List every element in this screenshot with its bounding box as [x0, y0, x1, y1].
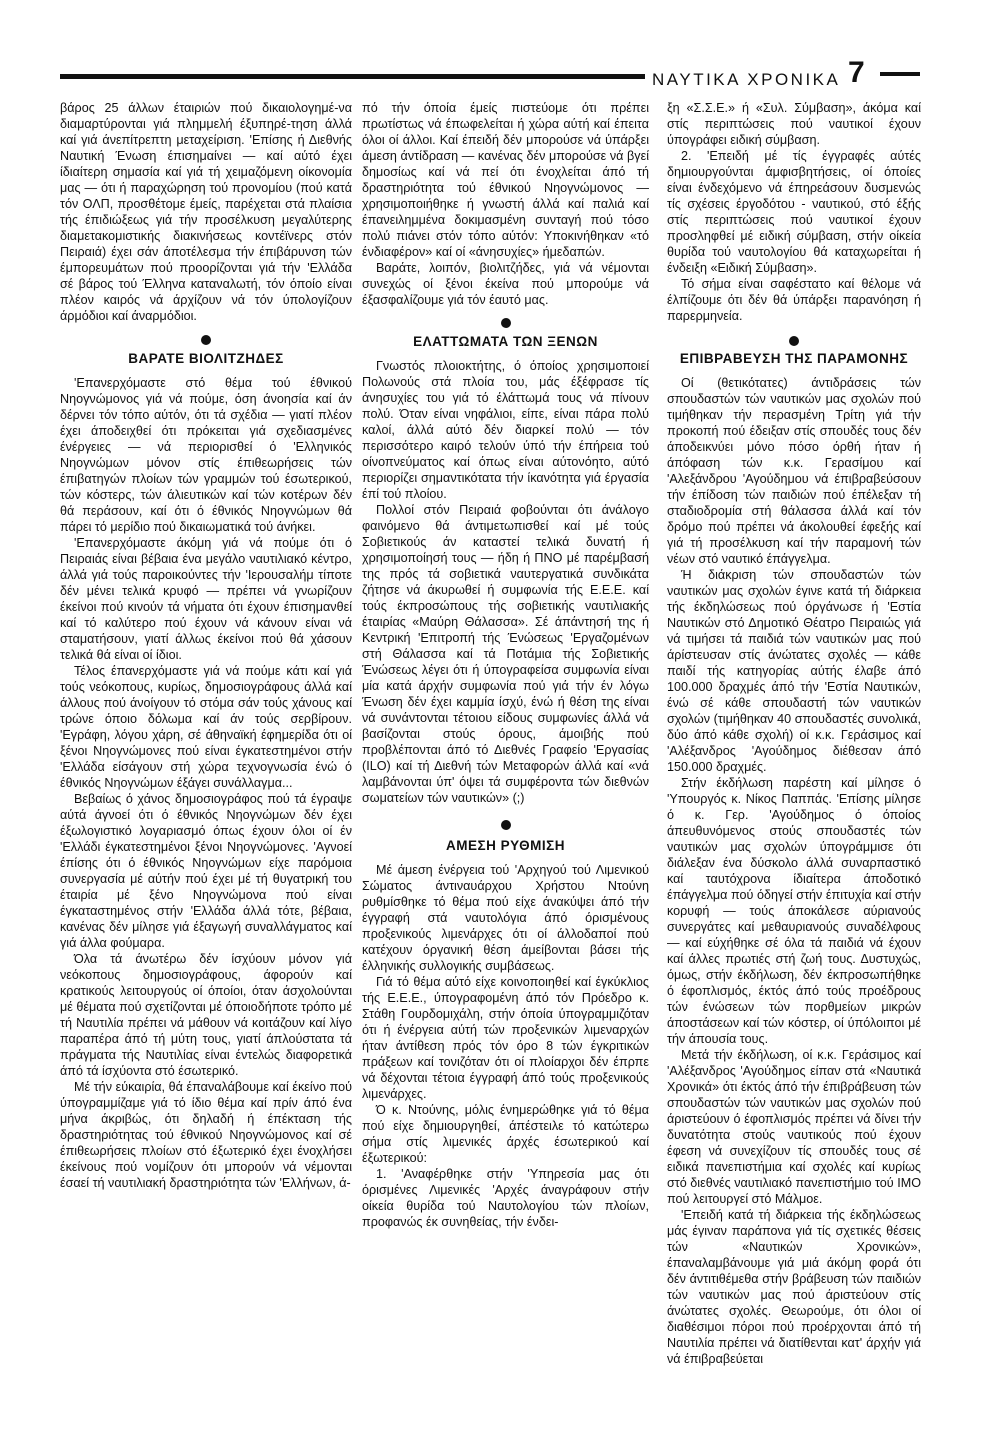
paragraph: 1. 'Αναφέρθηκε στήν 'Υπηρεσία μας ότι όρισμένες Λιμενικές 'Αρχές άναγράφουν στήν οίκεία θυρίδα τού Ναυτολογίου τών πλοίων, προφανώς έκ συνηθείας, τήν ένδει-	[362, 1167, 649, 1229]
paragraph: Βεβαίως ό χάνος δημοσιογράφος πού τά έγραψε αύτά άγνοεί ότι ό έθνικός Νηογνώμων δέν έχει έξωλογιστικό λογαριασμό όπως έχουν όλοι οί έν 'Ελλάδι έγκατεστημένοι ξένοι Νηογνώμονες. 'Αγνοεί έπίσης ότι ό έθνικός Νηογνώμων είχε παρόμοια συνεργασία μέ αύτήν πού έχει μέ τή θυγατρική του έταιρία μέ ξένο Νηογνώμονα πού είναι έγκαταστημένος στήν 'Ελλάδα άλλά τότε, βέβαια, κανένας δέν μίλησε γιά έξαγωγή συναλλάγματος καί γιά άλλα φούμαρα.	[60, 792, 352, 950]
paragraph: Μέ τήν εύκαιρία, θά έπαναλάβουμε καί έκείνο πού ύπογραμμίζαμε γιά τό ίδιο θέμα καί πρίν άπό ένα μήνα άκριβώς, ότι δηλαδή ή έπέκταση τής δραστηριότητας τού έθνικού Νηογνώμονος καί σέ έπιθεωρήσεις πλοίων στό έξωτερικό έχει ένοχλήσει έκείνους πού νομίζουν ότι μπορούν νά νέμονται έσαεί τή ναυτιλιακή δραστηριότητα τών 'Ελλήνων, ά-	[60, 1080, 352, 1190]
paragraph: Οί (θετικότατες) άντιδράσεις τών σπουδαστών τών ναυτικών μας σχολών πού τιμήθηκαν τήν περασμένη Τρίτη γιά τήν προκοπή πού έδειξαν στίς σπουδές τους δέν άποδεικνύει μόνο πόσο όρθή ήταν ή άπόφαση τών κ.κ. Γερασίμου καί 'Αλεξάνδρου 'Αγούδημου νά έπιβραβεύσουν τήν έπίδοση τών παιδιών πού έπέλεξαν τή σταδιοδρομία στή θάλασσα άλλά καί τόν δρόμο πού πρέπει νά άκολουθεί έφεξής καί γιά τή προσέλκυση καί τήν παραμονή τών νέων στό ναυτικό έπάγγελμα.	[667, 376, 921, 566]
paragraph: 'Επανερχόμαστε στό θέμα τού έθνικού Νηογνώμονος γιά νά πούμε, όση άνοησία καί άν δέρνει τόν τόπο αύτόν, ότι τά σχέδια — γιατί πλέον έχει άποδειχθεί ότι πρόκειται γιά σχεδιασμένες ένέργειες — νά περιορισθεί ό 'Ελληνικός Νηογνώμων μόνον στίς έπιθεωρήσεις τών έπιβατηγών πλοίων τών γραμμών τού έσωτερικού, τών κόστερς, τών άλιευτικών καί τών κοτέρων δέν θά περάσουν, καί ότι ό έθνικός Νηογνώμων θά πάρει τό μερίδιο πού δικαιωματικά τού άνήκει.	[60, 376, 352, 534]
page-number: 7	[848, 56, 865, 89]
section-heading: ΑΜΕΣΗ ΡΥΘΜΙΣΗ	[446, 838, 565, 853]
section-heading: ΒΑΡΑΤΕ ΒΙΟΛΙΤΖΗΔΕΣ	[128, 351, 284, 366]
column-1	[60, 100, 352, 1191]
section-heading: ΕΛΑΤΤΩΜΑΤΑ ΤΩΝ ΞΕΝΩΝ	[413, 334, 598, 349]
paragraph: Γιά τό θέμα αύτό είχε κοινοποιηθεί καί έγκύκλιος τής Ε.Ε.Ε., ύπογραφομένη άπό τόν Πρόεδρο κ. Στάθη Γουρδομιχάλη, στήν όποία ύπογραμμιζόταν ότι ή ένέργεια αύτή τών προξενικών λιμεναρχών ήταν άντίθεση πρός τόν όρο 8 τών έγκριτικών πράξεων καί τονιζόταν ότι οί πλοίαρχοι δέν έπρπε νά δέχονται τέτοια έγγραφή άπό τούς προξενικούς λιμενάρχες.	[362, 975, 649, 1101]
paragraph: Στήν έκδήλωση παρέστη καί μίλησε ό 'Υπουργός κ. Νίκος Παππάς. 'Επίσης μίλησε ό κ. Γερ. 'Αγούδημος ό όποίος άπευθυνόμενος στούς σπουδαστές τών ναυτικών μας σχολών ύπογράμμισε ότι διάλεξαν ένα δύσκολο άλλά συναρπαστικό καί ταυτόχρονα ίδιαίτερα άποδοτικό έπάγγελμα πού όδηγεί στήν έπιτυχία καί στήν κορυφή — τούς άποκάλεσε αύριανούς συνεργάτες καί μεθαυριανούς συναδέλφους — καί εύχήθηκε σέ όλα τά παιδιά νά έχουν καί άλλες πρωτιές στή ζωή τους. Δυστυχώς, όμως, στήν έκδήλωση, δέν έκπροσωπήθηκε ό έφοπλισμός, έκτός άπό τούς προέδρους τών ένώσεων τών πορθμείων μικρών άποστάσεων καί τών κόστερ, οί ύπόλοιποι μέ τήν άπουσία τους.	[667, 776, 921, 1046]
bullet-separator-icon	[201, 335, 211, 345]
paragraph: 'Επανερχόμαστε άκόμη γιά νά πούμε ότι ό Πειραιάς είναι βέβαια ένα μεγάλο ναυτιλιακό κέντρο, άλλά γιά τούς παροικούντες τήν 'Ιερουσαλήμ τίποτε δέν μένει τελικά κρυφό — πρέπει νά γνωρίζουν έκείνοι πού κινούν τά νήματα ότι έχουν έπισημανθεί καί τό καλύτερο πού έχουν νά κάνουν είναι νά σταματήσουν, γιατί άλλως έκείνοι πού θά χάσουν τελικά θά είναι οί ίδιοι.	[60, 536, 352, 662]
masthead: ΝΑΥΤΙΚΑ ΧΡΟΝΙΚΑ	[652, 70, 841, 89]
paragraph: 2. 'Επειδή μέ τίς έγγραφές αύτές δημιουργούνται άμφισβητήσεις, οί όποίες είναι ένδεχόμενο νά έπηρεάσουν δυσμενώς τίς σχέσεις έργοδότου - ναυτικού, στό έξής στίς περιπτώσεις πού ναυτικοί έχουν προσληφθεί μέ ειδική σύμβαση, στήν οίκεία θυρίδα τού ναυτολογίου θά καταχωρείται ή ένδειξη «Ειδική Σύμβαση».	[667, 149, 921, 275]
paragraph: Τέλος έπανερχόμαστε γιά νά πούμε κάτι καί γιά τούς νεόκοπους, κυρίως, δημοσιογράφους άλλά καί άλλους πού άνοίγουν τό στόμα σάν τούς χάνους καί τρώνε όποιο δόλωμα καί άν τούς σερβίρουν. 'Εγράφη, λόγου χάρη, σέ άθηναϊκή έφημερίδα ότι οί ξένοι Νηογνώμονες πού είναι έγκατεστημένοι στήν 'Ελλάδα είσάγουν στή χώρα τεχνογνωσία ένώ ό έθνικός Νηογνώμων έξάγει συνάλλαγμα...	[60, 664, 352, 790]
paragraph: Μέ άμεση ένέργεια τού 'Αρχηγού τού Λιμενικού Σώματος άντιναυάρχου Χρήστου Ντούνη ρυθμίσθηκε τό θέμα πού είχε άνακύψει άπό τήν έγγραφή στά ναυτολόγια άπό όρισμένους προξενικούς λιμενάρχες ότι οί άλλοδαποί πού κατέχουν όργανική θέση άμείβονται βάσει τής έλληνικής συλλογικής συμβάσεως.	[362, 863, 649, 973]
paragraph: ξη «Σ.Σ.Ε.» ή «Συλ. Σύμβαση», άκόμα καί στίς περιπτώσεις πού ναυτικοί έχουν ύπογράφει ειδική σύμβαση.	[667, 101, 921, 147]
column-3	[667, 100, 921, 1367]
paragraph: Τό σήμα είναι σαφέστατο καί θέλομε νά έλπίζουμε ότι δέν θά ύπάρξει παρανόηση ή παρερμηνεία.	[667, 277, 921, 323]
section-heading: ΕΠΙΒΡΑΒΕΥΣΗ ΤΗΣ ΠΑΡΑΜΟΝΗΣ	[679, 351, 909, 366]
paragraph: πό τήν όποία έμείς πιστεύομε ότι πρέπει πρωτίστως νά έπωφελείται ή χώρα αύτή καί έπειτα όλοι οί άλλοι. Καί έπειδή δέν μπορούσε νά ύπάρξει άμεση άντίδραση — κανένας δέν μπορούσε νά βγεί δημοσίως καί νά πεί ότι ένοχλείται άπό τή δραστηριότητα τού έθνικού Νηογνώμονος — χρησιμοποιήθηκε ή γνωστή άλλά καί παλιά καί έπανειλημμένα δοκιμασμένη συνταγή πού τόσο πολύ πιάνει στόν τόπο αύτόν: Υποκινήθηκαν «τό ένδιαφέρον» καί οί «άνησυχίες» ήμεδαπών.	[362, 101, 649, 259]
bullet-separator-icon	[501, 318, 511, 328]
paragraph: Μετά τήν έκδήλωση, οί κ.κ. Γεράσιμος καί 'Αλέξανδρος 'Αγούδημος είπαν στά «Ναυτικά Χρονικά» ότι έκτός άπό τήν έπιβράβευση τών σπουδαστών τών ναυτικών μας σχολών πού άριστεύουν ό έφοπλισμός πρέπει νά δίνει τήν δυνατότητα στούς ναυτικούς πού έχουν έφεση νά συνεχίζουν τίς σπουδές τους σέ ειδικά πανεπιστήμια καί σχολές καί κυρίως στό διεθνές ναυτιλιακό πανεπιστήμιο τού ΙΜΟ πού λειτουργεί στό Μάλμοε.	[667, 1048, 921, 1206]
paragraph: Γνωστός πλοιοκτήτης, ό όποίος χρησιμοποιεί Πολωνούς στά πλοία του, μάς έξέφρασε τίς άνησυχίες του γιά τό έλάττωμά τους νά πίνουν πολύ. Όταν είναι νηφάλιοι, είπε, είναι πάρα πολύ καλοί, άλλά αύτό δέν διαρκεί πολύ — τόν περισσότερο καιρό τελούν ύπό τήν έπήρεια τού οίνοπνεύματος καί όπως είναι αύτονόητο, αύτό περιορίζει σημαντικότατα τήν ίκανότητα γιά έργασία έπί τού πλοίου.	[362, 359, 649, 501]
bullet-separator-icon	[789, 336, 799, 346]
bullet-separator-icon	[501, 820, 511, 830]
column-2	[362, 100, 649, 1230]
paragraph: 'Επειδή κατά τή διάρκεια τής έκδηλώσεως μάς έγιναν παράπονα γιά τίς σχετικές θέσεις τών «Ναυτικών Χρονικών», έπαναλαμβάνουμε γιά μιά άκόμη φορά ότι δέν άντιτιθέμεθα στήν βράβευση τών παιδιών τών ναυτικών μας πού άριστεύουν στίς άνώτατες σχολές. Θεωρούμε, ότι όλοι οί διαθέσιμοι πόροι πού προέρχονται άπό τή Ναυτιλία πρέπει νά διατίθενται κατ' άρχήν γιά νά έπιβραβεύεται	[667, 1208, 921, 1366]
header-rule-right	[880, 72, 920, 76]
header-rule-left	[60, 74, 645, 79]
paragraph: Ή διάκριση τών σπουδαστών τών ναυτικών μας σχολών έγινε κατά τή διάρκεια τής έκδηλώσεως πού όργάνωσε ή 'Εστία Ναυτικών στό Δημοτικό Θέατρο Πειραιώς γιά νά τιμήσει τά παιδιά τών ναυτικών μας πού άρίστευσαν στίς άνώτατες σχολές — κάθε παιδί τής κατηγορίας αύτής έλαβε άπό 100.000 δραχμές άπό τήν 'Εστία Ναυτικών, ένώ σέ κάθε σπουδαστή τών ναυτικών σχολών (τιμήθηκαν 40 σπουδαστές συνολικά, δύο άπό κάθε σχολή) οί κ.κ. Γεράσιμος καί 'Αλέξανδρος 'Αγούδημος διέθεσαν άπό 150.000 δραχμές.	[667, 568, 921, 774]
paragraph: βάρος 25 άλλων έταιριών πού δικαιολογημέ-να διαμαρτύρονται γιά πλημμελή έξυπηρέ-τηση άλλά καί γιά άνεπίτρεπτη μεταχείριση. 'Επίσης ή Διεθνής Ναυτική Ένωση έπισημαίνει — καί αύτό έχει ίδιαίτερη σημασία καί γιά τή χειμαζόμενη οίκονομία μας — ότι ή παραχώρηση τού προνομίου (πού κατά τόν ΟΛΠ, προσθέτομε έμείς, παρέχεται στά πλαίσια τής έπιδιώξεως γιά τήν προσέλκυση μεγαλύτερης διαμετακομιστικής διακινήσεως κοντέϊνερς στόν Πειραιά) έχει σάν άποτέλεσμα τήν έπιβάρυνση τών έμπορευμάτων πού προορίζονται γιά τήν 'Ελλάδα σέ βάρος τού Έλληνα καταναλωτή, τόν όποίο είναι πλέον καιρός νά άρχίζουν νά τόν ύπολογίζουν άρμόδιοι καί άναρμόδιοι.	[60, 101, 352, 323]
paragraph: Βαράτε, λοιπόν, βιολιτζήδες, γιά νά νέμονται συνεχώς οί ξένοι έκείνα πού μπορούμε νά έξασφαλίζουμε γιά τόν έαυτό μας.	[362, 261, 649, 307]
paragraph: Πολλοί στόν Πειραιά φοβούνται ότι άνάλογο φαινόμενο θά άντιμετωπισθεί καί μέ τούς Σοβιετικούς άν καταστεί τελικά δυνατή ή χρησιμοποίησή τους — ήδη ή ΠΝΟ μέ παρέμβασή της πρός τά σοβιετικά ναυτεργατικά συνδικάτα ζήτησε νά άκυρωθεί ή συμφωνία τής Ε.Ε.Ε. καί τούς έκπροσώπους τής σοβιετικής ναυτιλιακής έταιρίας «Μαύρη Θάλασσα». Σέ άπάντησή της ή Κεντρική 'Επιτροπή τής Ένώσεως 'Εργαζομένων στή Θάλασσα καί τά Ποτάμια τής Σοβιετικής Ένώσεως λέγει ότι ή ύπογραφείσα συμφωνία είναι μία κατά άρχήν συμφωνία πού γιά τήν έν λόγω Ένωση δέν έχει καμμία ίσχύ, ένώ ή θέση της είναι νά συνάντονται τέτοιου είδους συμφωνίες άλλά νά βασίζονται στούς όρους, άμοιβής πού προβλέπονται άπό τό Διεθνές Γραφείο 'Εργασίας (ILO) καί τή Διεθνή τών Μεταφορών άλλά καί «νά λαμβάνονται ύπ' όψει τά συμφέροντα τών διεθνών σωματείων τών ναυτικών» (;)	[362, 503, 649, 805]
paragraph: Ό κ. Ντούνης, μόλις ένημερώθηκε γιά τό θέμα πού είχε δημιουργηθεί, άπέστειλε τό κατώτερω σήμα στίς λιμενικές άρχές έσωτερικού καί έξωτερικού:	[362, 1103, 649, 1165]
paragraph: Όλα τά άνωτέρω δέν ίσχύουν μόνον γιά νεόκοπους δημοσιογράφους, άφορούν καί κρατικούς λειτουργούς οί όποίοι, όταν άσχολούνται μέ θέματα πού σχετίζονται μέ όποιοδήποτε τρόπο μέ τή Ναυτιλία πρέπει νά μάθουν νά κοιτάζουν καί λίγο παραπέρα άπό τή μύτη τους, γιατί άπλούστατα τά πράγματα τής Ναυτιλίας είναι έντελώς διαφορετικά άπό τά ίσχύοντα στό έσωτερικό.	[60, 952, 352, 1078]
